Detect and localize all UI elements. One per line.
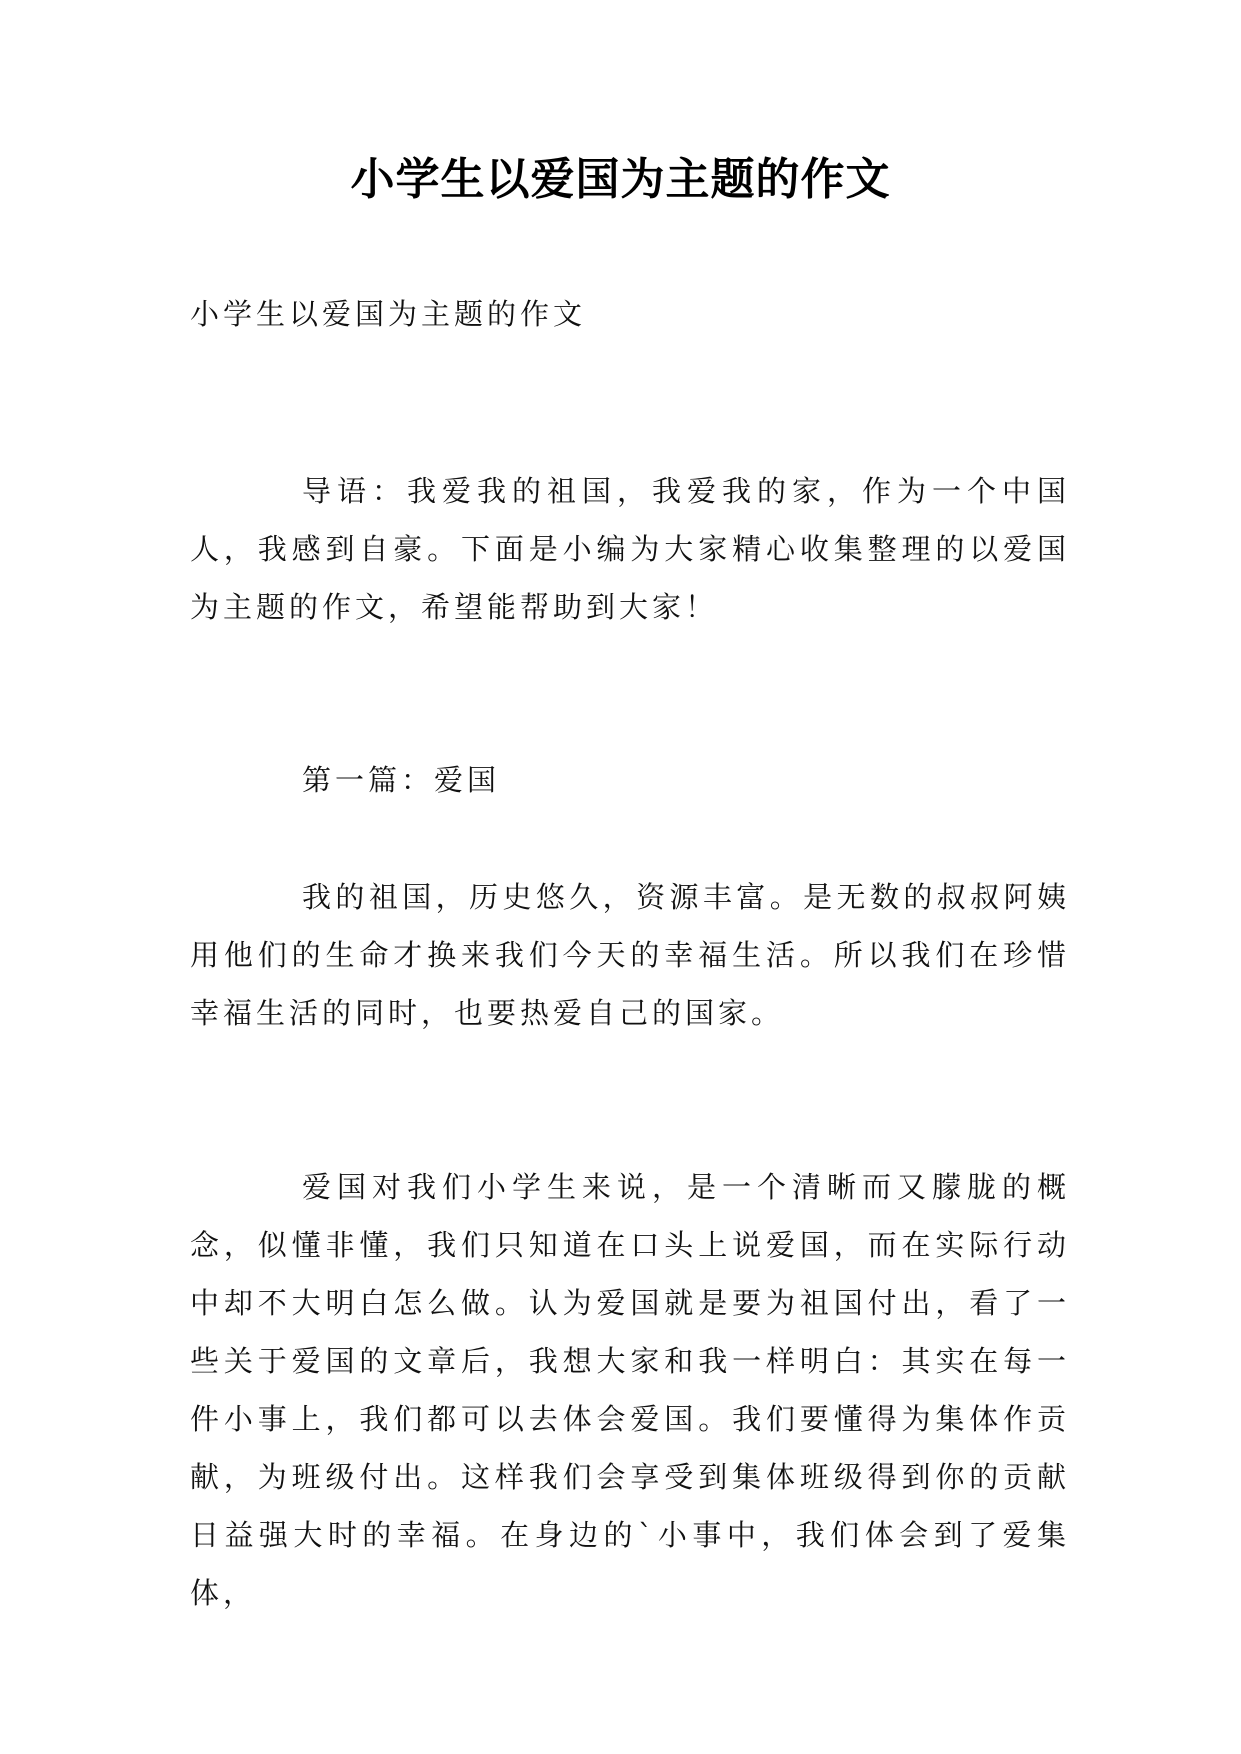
section-heading: 第一篇：爱国 [302,763,501,797]
document-subtitle: 小学生以爱国为主题的作文 [190,297,587,331]
body-paragraph-1: 我的祖国，历史悠久，资源丰富。是无数的叔叔阿姨用他们的生命才换来我们今天的幸福生活。所以我们在珍惜幸福生活的同时，也要热爱自己的国家。 [190,880,1070,1030]
intro-paragraph: 导语：我爱我的祖国，我爱我的家，作为一个中国人，我感到自豪。下面是小编为大家精心收集整理的以爱国为主题的作文，希望能帮助到大家！ [190,474,1070,624]
body-paragraph-2: 爱国对我们小学生来说，是一个清晰而又朦胧的概念，似懂非懂，我们只知道在口头上说爱国，而在实际行动中却不大明白怎么做。认为爱国就是要为祖国付出，看了一些关于爱国的文章后，我想大家和我一样明白：其实在每一件小事上，我们都可以去体会爱国。我们要懂得为集体作贡献，为班级付出。这样我们会享受到集体班级得到你的贡献日益强大时的幸福。在身边的`小事中，我们体会到了爱集体， [190,1170,1070,1610]
document-title: 小学生以爱国为主题的作文 [350,154,891,205]
